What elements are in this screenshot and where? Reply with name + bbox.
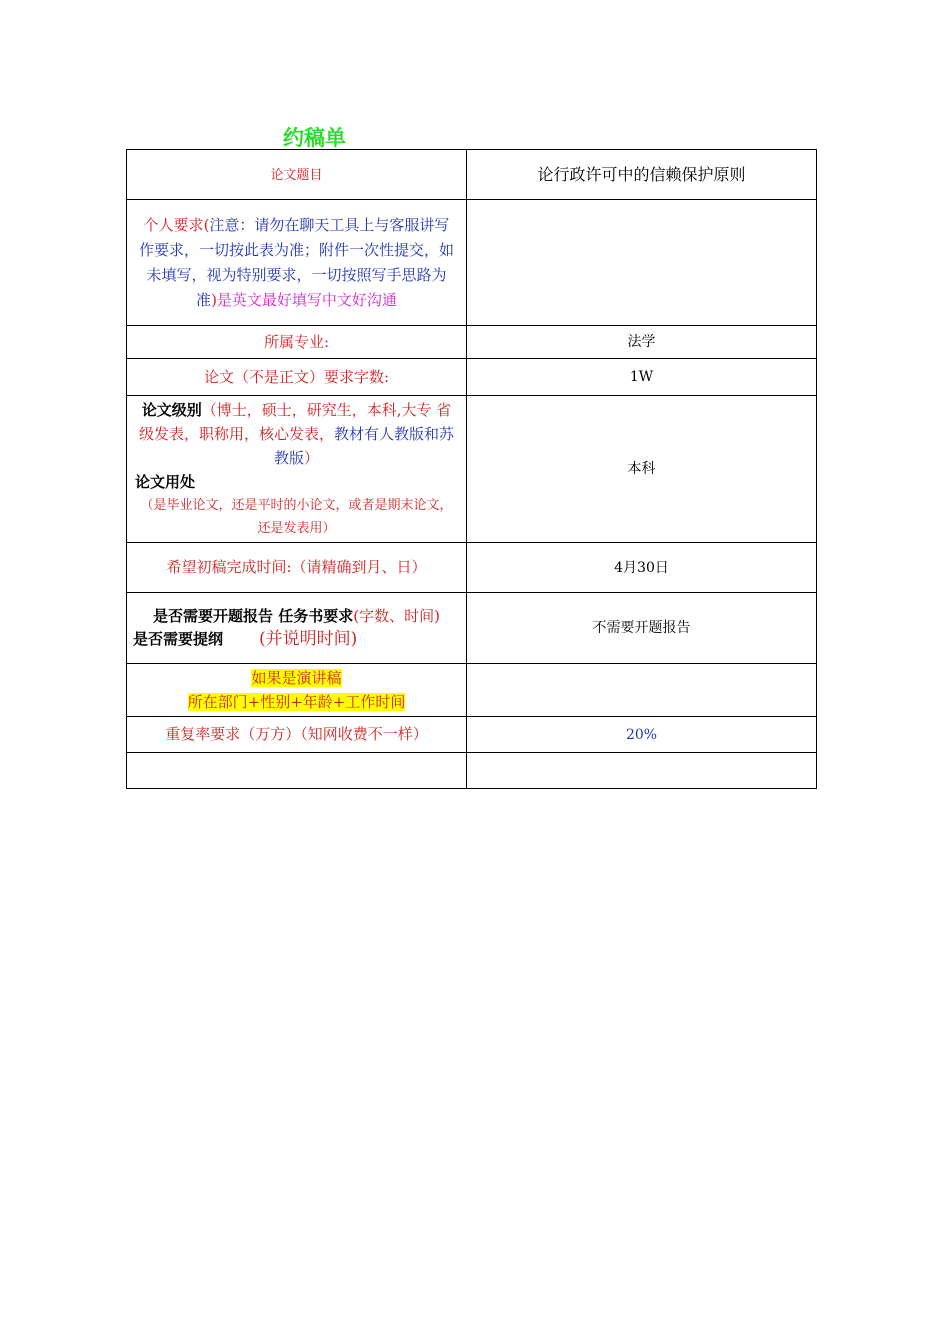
table-row-level [127,396,817,543]
table-row-deadline [127,543,817,593]
personal-extra: 是英文最好填写中文好沟通 [216,290,397,309]
speech-label [127,664,467,717]
level-label: 论文级别（博士，硕士，研究生，本科,大专 省级发表，职称用，核心发表，教材有人教版和苏教版） 论文用处 （是毕业论文，还是平时的小论文，或者是期末论文，还是发表用） [127,396,467,543]
similarity-value[interactable]: 20% [467,717,817,753]
table-row-personal [127,200,817,326]
blank-label [127,753,467,789]
wordcount-label: 论文（不是正文）要求字数: [127,359,467,396]
table-row-similarity [127,717,817,753]
deadline-value[interactable]: 4月30日 [467,543,817,593]
major-value[interactable]: 法学 [467,326,817,359]
deadline-label: 希望初稿完成时间:（请精确到月、日） [127,543,467,593]
outline-note: (并说明时间) [259,629,358,649]
order-form-table [126,149,817,789]
speech-line1: 如果是演讲稿 [251,669,342,687]
usage-label: 论文用处 [135,473,196,491]
table-row-major [127,326,817,359]
table-row-wordcount [127,359,817,396]
major-label: 所属专业: [127,326,467,359]
usage-note: （是毕业论文，还是平时的小论文，或者是期末论文，还是发表用） [140,498,453,536]
page-title: 约稿单 [283,126,346,150]
table-row-proposal [127,593,817,664]
outline-label: 是否需要提纲 [133,630,224,648]
proposal-label: 是否需要开题报告 任务书要求(字数、时间) 是否需要提纲 (并说明时间) [127,593,467,664]
similarity-label: 重复率要求（万方）（知网收费不一样） [127,717,467,753]
personal-label-text: 个人要求 [143,215,204,234]
topic-label: 论文题目 [127,150,467,200]
table-row-blank [127,753,817,789]
personal-note: 注意：请勿在聊天工具上与客服讲写作要求，一切按此表为准；附件一次性提交，如未填写，视为特别要求，一切按照写手思路为准 [138,215,454,309]
level-value[interactable]: 本科 [467,396,817,543]
personal-value[interactable] [467,200,817,326]
speech-line2: 所在部门+性别+年龄+工作时间 [187,693,406,711]
speech-value[interactable] [467,664,817,717]
personal-label: 个人要求(注意：请勿在聊天工具上与客服讲写作要求，一切按此表为准；附件一次性提交，如未填写，视为特别要求，一切按照写手思路为准)是英文最好填写中文好沟通 [127,200,467,326]
wordcount-value[interactable]: 1W [467,359,817,396]
table-row-speech [127,664,817,717]
proposal-value[interactable]: 不需要开题报告 [467,593,817,664]
blank-value[interactable] [467,753,817,789]
table-row-topic [127,150,817,200]
topic-value[interactable]: 论行政许可中的信赖保护原则 [467,150,817,200]
level-label-text: 论文级别 [141,401,202,419]
